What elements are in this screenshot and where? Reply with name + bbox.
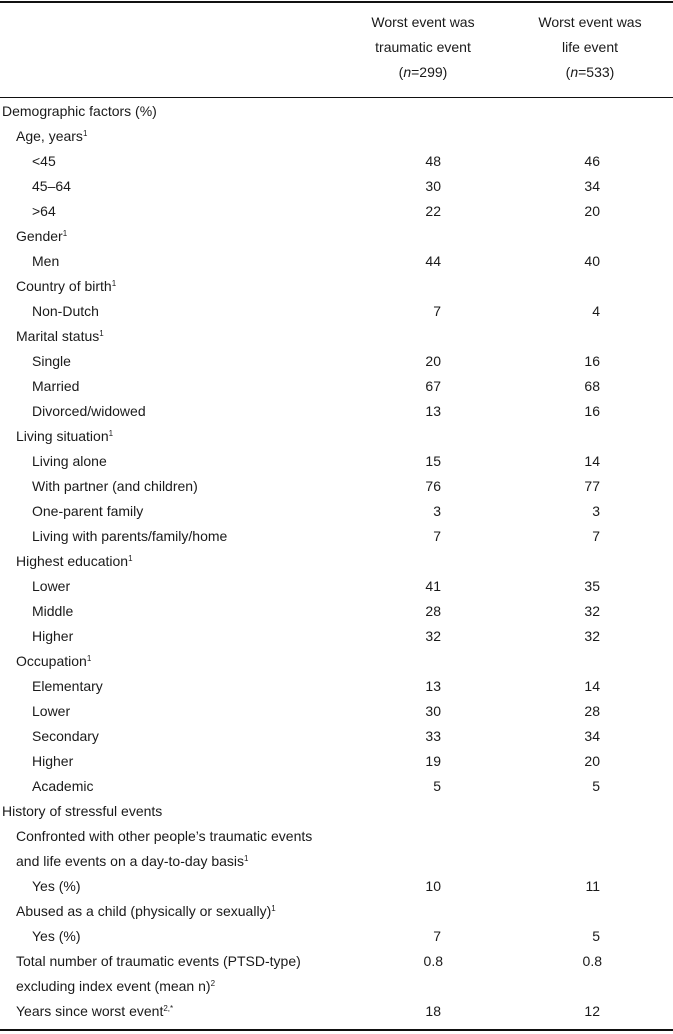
cell-traumatic-event: 0.8 <box>423 953 443 969</box>
row-label: Yes (%) <box>32 928 81 944</box>
table-row <box>0 124 673 149</box>
cell-life-event: 34 <box>584 728 600 744</box>
table-row <box>0 524 673 549</box>
column-header-line: Worst event was <box>538 14 642 30</box>
footnote-marker: 1 <box>99 329 104 338</box>
column-header-life-event <box>515 10 665 85</box>
table-row <box>0 149 673 174</box>
cell-life-event: 32 <box>584 628 600 644</box>
cell-life-event: 11 <box>585 878 600 894</box>
row-label: Demographic factors (%) <box>2 103 157 119</box>
table-row <box>0 574 673 599</box>
cell-life-event: 20 <box>584 753 600 769</box>
table-row <box>0 474 673 499</box>
row-label: Non-Dutch <box>32 303 99 319</box>
cell-traumatic-event: 32 <box>425 628 441 644</box>
cell-life-event: 77 <box>584 478 600 494</box>
column-header-line: traumatic event <box>375 39 471 55</box>
cell-traumatic-event: 41 <box>425 578 441 594</box>
cell-life-event: 32 <box>584 603 600 619</box>
table-row <box>0 924 673 949</box>
row-label: 45–64 <box>32 178 71 194</box>
footnote-marker: 1 <box>244 854 249 863</box>
footnote-marker: 1 <box>271 904 276 913</box>
row-label: Lower <box>32 578 71 594</box>
cell-traumatic-event: 30 <box>425 178 441 194</box>
cell-life-event: 5 <box>592 778 600 794</box>
table-row <box>0 549 673 574</box>
table-row <box>0 899 673 924</box>
footnote-marker: 1 <box>82 129 88 138</box>
row-label: One-parent family <box>32 503 144 519</box>
cell-traumatic-event: 19 <box>425 753 441 769</box>
table-row <box>0 599 673 624</box>
row-label: Abused as a child (physically or sexually)$^1$ <box>16 903 276 919</box>
cell-traumatic-event: 18 <box>425 1003 441 1019</box>
table-row <box>0 499 673 524</box>
row-label: Higher <box>32 753 74 769</box>
cell-life-event: 40 <box>584 253 600 269</box>
row-label: Confronted with other people’s traumatic events <box>16 828 313 844</box>
cell-traumatic-event: 48 <box>425 153 441 169</box>
row-label: Occupation$^1$ <box>16 653 92 669</box>
row-label: Married <box>32 378 80 394</box>
cell-traumatic-event: 5 <box>433 778 441 794</box>
table-row <box>0 99 673 124</box>
cell-traumatic-event: 13 <box>425 403 441 419</box>
table-row <box>0 849 673 874</box>
cell-life-event: 16 <box>584 353 600 369</box>
row-label: Divorced/widowed <box>32 403 146 419</box>
cell-traumatic-event: 7 <box>433 928 441 944</box>
table-row <box>0 224 673 249</box>
row-label: Total number of traumatic events (PTSD-type) <box>16 953 301 969</box>
row-label: Men <box>32 253 60 269</box>
cell-life-event: 14 <box>584 678 600 694</box>
table-row <box>0 649 673 674</box>
table-row <box>0 999 673 1024</box>
cell-life-event: 5 <box>592 928 600 944</box>
table-body <box>0 99 673 1024</box>
footnote-marker: 1 <box>108 429 114 438</box>
cell-life-event: 16 <box>584 403 600 419</box>
cell-traumatic-event: 20 <box>425 353 441 369</box>
table-top-rule <box>0 1 673 3</box>
cell-life-event: 20 <box>584 203 600 219</box>
table-row <box>0 324 673 349</box>
row-label: Elementary <box>32 678 103 694</box>
row-label: Gender$^1$ <box>16 228 68 244</box>
footnote-marker: 2 <box>210 979 216 988</box>
cell-traumatic-event: 33 <box>425 728 441 744</box>
row-label: Lower <box>32 703 71 719</box>
cell-life-event: 28 <box>584 703 600 719</box>
column-header-n: (n=533) <box>565 64 615 80</box>
column-header-n: (n=299) <box>398 64 448 80</box>
column-header-line: life event <box>561 39 619 55</box>
row-label: Middle <box>32 603 74 619</box>
table-row <box>0 949 673 974</box>
cell-traumatic-event: 3 <box>433 503 441 519</box>
row-label: Higher <box>32 628 74 644</box>
row-label: Years since worst event$^{2,*}$ <box>16 1003 174 1019</box>
table-row <box>0 374 673 399</box>
row-label: excluding index event (mean n)$^2$ <box>16 978 216 994</box>
row-label: Marital status$^1$ <box>16 328 104 344</box>
row-label: Single <box>32 353 71 369</box>
table-row <box>0 349 673 374</box>
table-row <box>0 174 673 199</box>
table-row <box>0 624 673 649</box>
table-row <box>0 799 673 824</box>
table-row <box>0 699 673 724</box>
row-label: Age, years$^1$ <box>16 128 88 144</box>
row-label: Living with parents/family/home <box>32 528 228 544</box>
cell-traumatic-event: 44 <box>425 253 441 269</box>
cell-life-event: 14 <box>584 453 600 469</box>
table-row <box>0 974 673 999</box>
cell-traumatic-event: 10 <box>425 878 441 894</box>
cell-traumatic-event: 13 <box>425 678 441 694</box>
footnote-marker: 1 <box>111 279 117 288</box>
row-label: >64 <box>32 203 56 219</box>
row-label: Yes (%) <box>32 878 81 894</box>
row-label: History of stressful events <box>2 803 163 819</box>
column-header-traumatic-event <box>348 10 498 85</box>
cell-life-event: 0.8 <box>582 953 602 969</box>
table-row <box>0 874 673 899</box>
cell-traumatic-event: 30 <box>425 703 441 719</box>
table-row <box>0 774 673 799</box>
cell-life-event: 34 <box>584 178 600 194</box>
table-row <box>0 424 673 449</box>
table-row <box>0 449 673 474</box>
footnote-marker: 2,* <box>163 1004 174 1013</box>
row-label: Living situation$^1$ <box>16 428 114 444</box>
cell-life-event: 12 <box>584 1003 600 1019</box>
header-divider <box>0 97 673 98</box>
footnote-marker: 1 <box>62 229 68 238</box>
row-label: With partner (and children) <box>32 478 198 494</box>
cell-traumatic-event: 15 <box>425 453 441 469</box>
table-row <box>0 749 673 774</box>
row-label: Highest education$^1$ <box>16 553 133 569</box>
row-label: Living alone <box>32 453 107 469</box>
footnote-marker: 1 <box>86 654 92 663</box>
table-row <box>0 674 673 699</box>
cell-life-event: 68 <box>584 378 600 394</box>
row-label: Secondary <box>32 728 99 744</box>
table-row <box>0 399 673 424</box>
table-row <box>0 299 673 324</box>
row-label: Country of birth$^1$ <box>16 278 117 294</box>
cell-traumatic-event: 7 <box>433 303 441 319</box>
row-label: and life events on a day-to-day basis$^1$ <box>16 853 249 869</box>
cell-traumatic-event: 7 <box>433 528 441 544</box>
cell-life-event: 35 <box>584 578 600 594</box>
cell-life-event: 3 <box>592 503 600 519</box>
row-label: <45 <box>32 153 56 169</box>
cell-life-event: 46 <box>584 153 600 169</box>
table-row <box>0 199 673 224</box>
cell-traumatic-event: 28 <box>425 603 441 619</box>
footnote-marker: 1 <box>128 554 133 563</box>
cell-life-event: 4 <box>592 303 600 319</box>
table-row <box>0 274 673 299</box>
table-bottom-rule <box>0 1029 673 1031</box>
cell-life-event: 7 <box>592 528 600 544</box>
column-header-line: Worst event was <box>371 14 475 30</box>
cell-traumatic-event: 76 <box>425 478 441 494</box>
cell-traumatic-event: 67 <box>425 378 441 394</box>
cell-traumatic-event: 22 <box>425 203 441 219</box>
table-row <box>0 824 673 849</box>
table-row <box>0 249 673 274</box>
table-row <box>0 724 673 749</box>
row-label: Academic <box>32 778 94 794</box>
